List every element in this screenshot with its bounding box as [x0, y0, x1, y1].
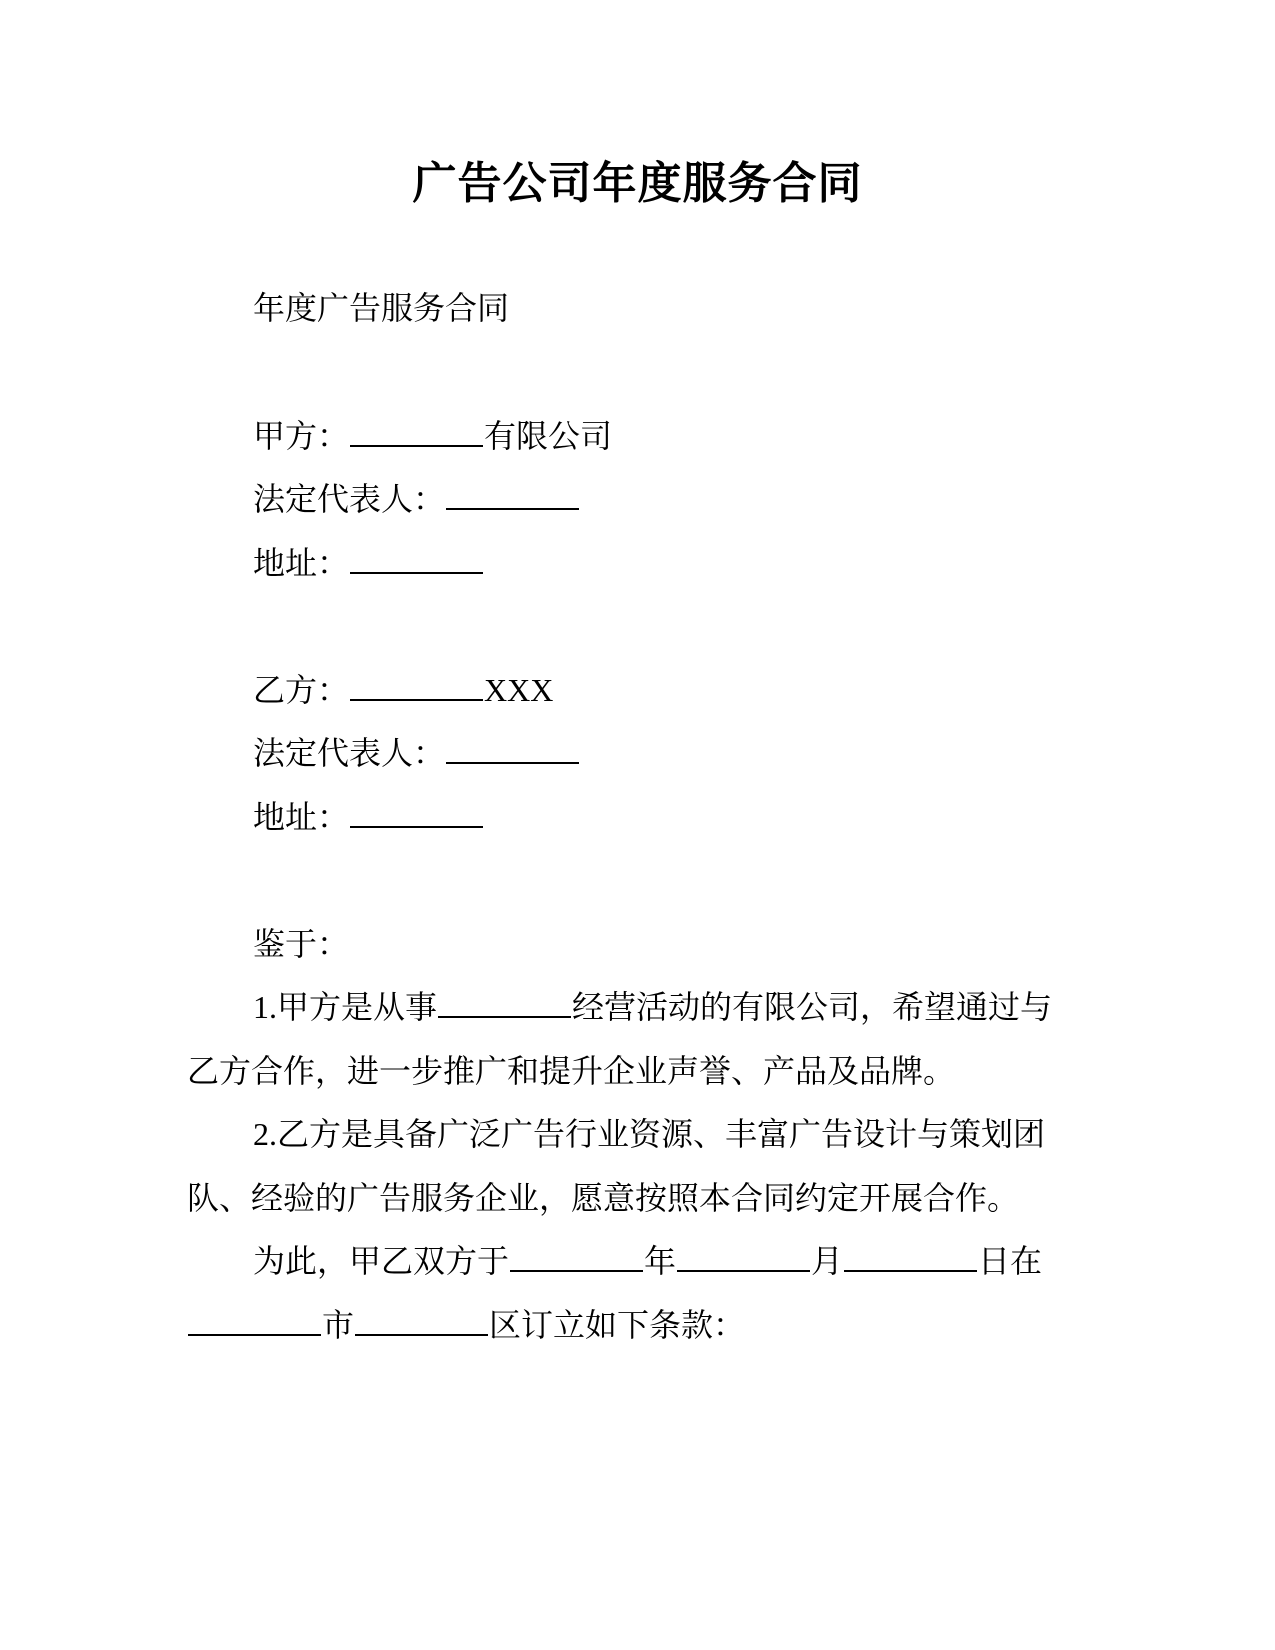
- party-b-addr-label: 地址：: [253, 798, 350, 836]
- party-b-rep-line: [253, 731, 580, 775]
- signing-year-blank[interactable]: [510, 1240, 643, 1272]
- clause-1-part-1: 甲方是从事: [277, 988, 438, 1026]
- party-b-addr-line: [253, 795, 484, 839]
- party-b-suffix: XXX: [484, 672, 554, 708]
- party-a-rep-label: 法定代表人：: [253, 480, 446, 518]
- signing-line-1: [253, 1239, 1042, 1283]
- clause-2-text-1: 乙方是具备广泛广告行业资源、丰富广告设计与策划团: [277, 1115, 1046, 1153]
- party-a-rep-blank[interactable]: [446, 478, 579, 510]
- party-b-rep-blank[interactable]: [446, 732, 579, 764]
- signing-line-2: [187, 1303, 745, 1347]
- document-title: 广告公司年度服务合同: [412, 158, 863, 209]
- signing-day-label: 日在: [978, 1242, 1043, 1280]
- clause-2-line-2: 队、经验的广告服务企业，愿意按照本合同约定开展合作。: [187, 1179, 1020, 1217]
- clause-2-line-1: [253, 1112, 1045, 1156]
- signing-city-blank[interactable]: [188, 1304, 321, 1336]
- party-a-line: [253, 414, 612, 458]
- signing-year-label: 年: [644, 1242, 677, 1280]
- signing-part-1: 为此，甲乙双方于: [253, 1242, 510, 1280]
- signing-city-label: 市: [322, 1306, 355, 1344]
- whereas-heading: 鉴于：: [253, 925, 350, 963]
- clause-1-line-1: [253, 985, 1052, 1029]
- party-a-name-blank[interactable]: [350, 415, 483, 447]
- signing-month-blank[interactable]: [677, 1240, 810, 1272]
- signing-month-label: 月: [811, 1242, 844, 1280]
- party-a-label: 甲方：: [253, 417, 350, 455]
- clause-1-number: 1.: [253, 989, 277, 1025]
- party-b-addr-blank[interactable]: [350, 796, 483, 828]
- clause-1-business-blank[interactable]: [438, 986, 571, 1018]
- party-a-addr-blank[interactable]: [350, 542, 483, 574]
- party-a-rep-line: [253, 477, 580, 521]
- clause-1-line-2: 乙方合作，进一步推广和提升企业声誉、产品及品牌。: [187, 1052, 956, 1090]
- signing-day-blank[interactable]: [844, 1240, 977, 1272]
- subtitle: 年度广告服务合同: [253, 289, 510, 327]
- party-b-line: [253, 668, 553, 712]
- clause-2-number: 2.: [253, 1116, 277, 1152]
- party-a-addr-label: 地址：: [253, 544, 350, 582]
- party-b-rep-label: 法定代表人：: [253, 734, 446, 772]
- party-b-name-blank[interactable]: [350, 669, 483, 701]
- signing-district-blank[interactable]: [355, 1304, 488, 1336]
- party-a-addr-line: [253, 541, 484, 585]
- party-a-suffix: 有限公司: [484, 417, 613, 455]
- signing-district-label: 区订立如下条款：: [489, 1306, 746, 1344]
- clause-1-part-2: 经营活动的有限公司，希望通过与: [572, 988, 1053, 1026]
- party-b-label: 乙方：: [253, 671, 350, 709]
